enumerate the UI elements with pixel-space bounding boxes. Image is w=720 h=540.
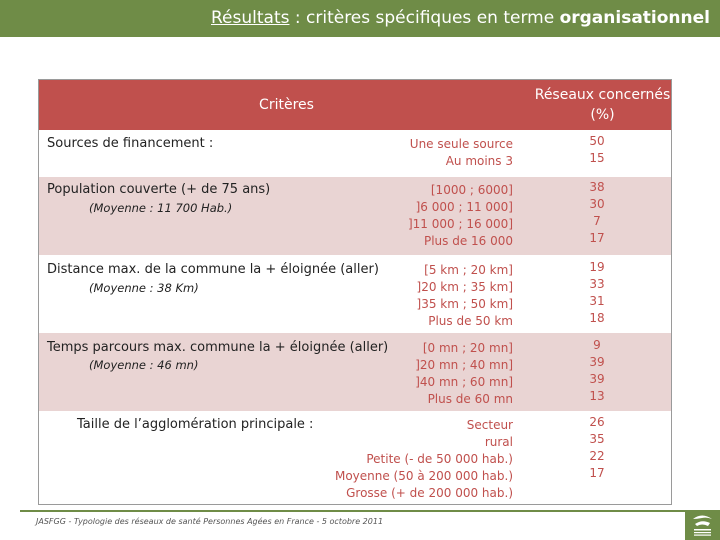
row-percentages [571, 414, 623, 482]
header-criteria: Critères [259, 97, 314, 113]
value-item: Plus de 50 km [428, 314, 513, 328]
value-item: ]20 km ; 35 km] [416, 280, 513, 294]
pct-item: 15 [589, 151, 605, 165]
value-item: Au moins 3 [445, 154, 513, 168]
pct-item: 17 [589, 466, 605, 480]
table-row-distance [39, 255, 671, 333]
criterion-average: (Moyenne : 46 mn) [89, 358, 199, 372]
title-organisational: organisationnel [559, 8, 710, 28]
criteria-table [38, 79, 672, 505]
value-item: Moyenne (50 à 200 000 hab.) [334, 469, 513, 483]
row-percentages [571, 337, 623, 405]
pct-item: 38 [589, 180, 605, 194]
value-item: ]20 mn ; 40 mn] [415, 358, 513, 372]
pct-item: 30 [589, 197, 605, 211]
slide-title [0, 0, 720, 37]
pct-item: 33 [589, 277, 605, 291]
value-item: ]40 mn ; 60 mn] [415, 375, 513, 389]
pct-item: 35 [589, 432, 605, 446]
criterion-label: Distance max. de la commune la + éloignée (aller) [47, 262, 379, 277]
pct-item: 50 [589, 134, 605, 148]
value-item: Plus de 16 000 [423, 234, 513, 248]
criterion-label: Temps parcours max. commune la + éloignée (aller) [47, 340, 389, 355]
row-values [410, 136, 513, 170]
row-values [417, 262, 513, 330]
value-item: rural [484, 435, 513, 449]
table-row-population [39, 177, 671, 255]
slide-footer [0, 510, 720, 540]
title-results: Résultats [211, 8, 290, 28]
organization-logo [685, 510, 720, 540]
table-row-financing [39, 130, 671, 177]
criterion-label: Population couverte (+ de 75 ans) [47, 182, 271, 197]
row-values [415, 340, 513, 408]
pct-item: 19 [589, 260, 605, 274]
value-item: [0 mn ; 20 mn] [422, 341, 513, 355]
pct-item: 9 [593, 338, 601, 352]
header-networks [534, 80, 671, 130]
title-middle: : critères spécifiques en terme [289, 8, 560, 28]
criterion-average: (Moyenne : 11 700 Hab.) [89, 201, 233, 215]
value-item: Grosse (+ de 200 000 hab.) [346, 486, 513, 500]
pct-item: 39 [589, 355, 605, 369]
pct-item: 7 [593, 214, 601, 228]
criterion-label: Sources de financement : [47, 136, 214, 151]
header-networks-line1: Réseaux concernés [534, 87, 671, 103]
footer-divider [20, 510, 685, 512]
pct-item: 13 [589, 389, 605, 403]
pct-item: 26 [589, 415, 605, 429]
pct-item: 18 [589, 311, 605, 325]
header-networks-line2: (%) [590, 107, 615, 123]
row-values [408, 182, 513, 250]
pct-item: 17 [589, 231, 605, 245]
value-item: ]6 000 ; 11 000] [415, 200, 513, 214]
row-percentages [571, 259, 623, 327]
row-values [335, 417, 513, 502]
table-row-agglomeration [39, 411, 671, 504]
footer-text: JASFGG - Typologie des réseaux de santé Personnes Agées en France - 5 octobre 2011 [36, 517, 384, 526]
value-item: Petite (- de 50 000 hab.) [366, 452, 513, 466]
value-item: Secteur [466, 418, 513, 432]
value-item: Une seule source [409, 137, 513, 151]
value-item: [5 km ; 20 km] [424, 263, 513, 277]
criterion-label: Taille de l’agglomération principale : [77, 417, 314, 432]
pct-item: 22 [589, 449, 605, 463]
value-item: [1000 ; 6000] [430, 183, 513, 197]
row-percentages [571, 133, 623, 167]
criterion-average: (Moyenne : 38 Km) [89, 281, 199, 295]
pct-item: 31 [589, 294, 605, 308]
table-row-travel-time [39, 333, 671, 411]
value-item: Plus de 60 mn [427, 392, 513, 406]
table-header [39, 80, 671, 130]
value-item: ]11 000 ; 16 000] [407, 217, 513, 231]
logo-emblem-icon [691, 513, 714, 537]
row-percentages [571, 179, 623, 247]
value-item: ]35 km ; 50 km] [416, 297, 513, 311]
pct-item: 39 [589, 372, 605, 386]
